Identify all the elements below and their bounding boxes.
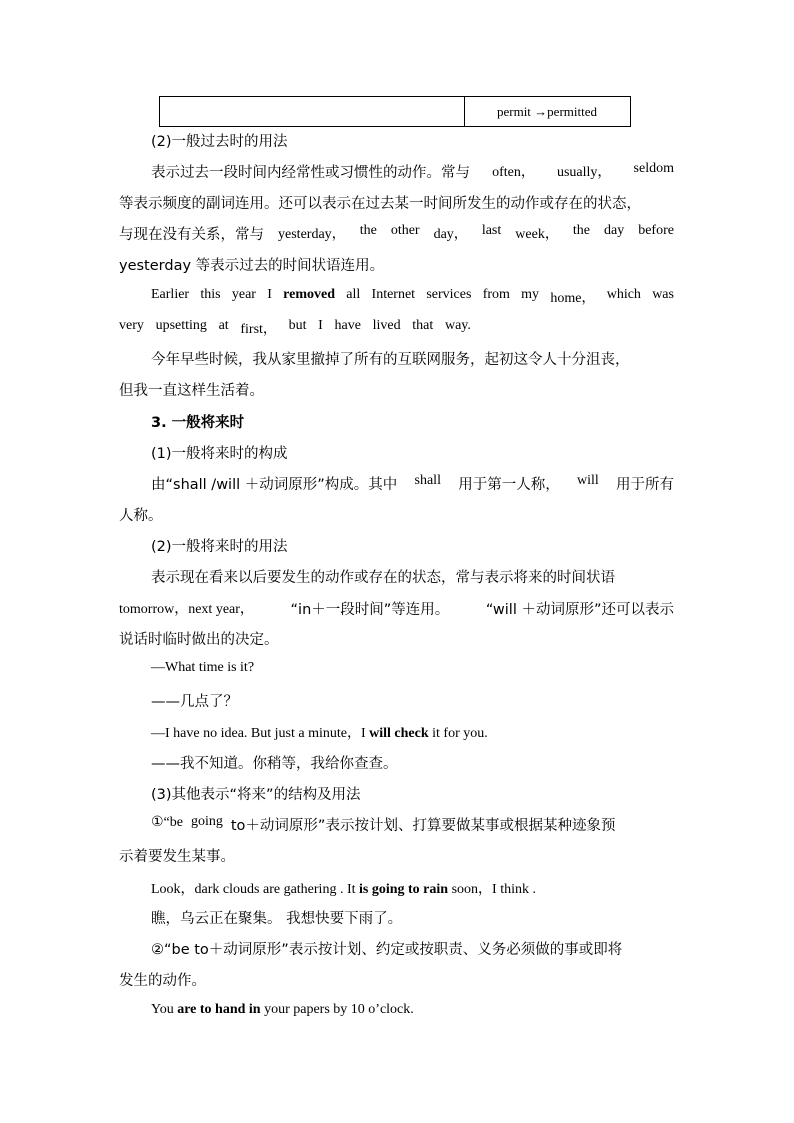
bold-phrase: are to hand in: [177, 1002, 261, 1017]
text-segment: before: [638, 223, 674, 238]
word: from: [482, 287, 510, 302]
future-usage-line-2: [119, 598, 674, 619]
text-segment: 用于所有: [616, 477, 674, 493]
text-segment: will: [576, 473, 599, 488]
dialogue-line-2-en: [151, 722, 488, 742]
text-segment: soon，I think .: [448, 882, 536, 897]
section-heading-future: 3. 一般将来时: [151, 415, 245, 431]
text-segment: the: [359, 223, 377, 238]
bold-phrase: will check: [369, 726, 429, 741]
text-segment: day: [603, 223, 625, 238]
past-example-translation-1: 今年早些时候，我从家里撤掉了所有的互联网服务，起初这令人十分沮丧，: [151, 352, 630, 368]
text-segment: the: [572, 223, 590, 238]
text-segment: often，: [492, 165, 535, 180]
subheading-future-usage: (2)一般将来时的用法: [151, 539, 288, 555]
subheading-future-form: (1)一般将来时的构成: [151, 446, 288, 462]
text-segment: day，: [433, 227, 468, 242]
text-segment: to＋动词原形”表示按计划、打算要做某事或根据某种迹象预: [230, 818, 616, 834]
text-segment: it for you.: [428, 726, 488, 741]
text-segment: ①“be: [151, 815, 183, 830]
word: was: [652, 287, 674, 302]
word: which: [606, 287, 641, 302]
word: year: [231, 287, 256, 302]
example-look-zh: 瞧，乌云正在聚集。 我想快要下雨了。: [151, 911, 403, 927]
word: at: [218, 318, 229, 333]
text-segment: seldom: [633, 161, 674, 176]
table-cell-left: [160, 97, 465, 126]
word: this: [200, 287, 221, 302]
text-segment: You: [151, 1002, 178, 1017]
text-segment: tomorrow，next year，: [119, 602, 254, 617]
word-bold: removed: [283, 287, 335, 302]
word: my: [521, 287, 540, 302]
past-para-line-4: yesterday 等表示过去的时间状语连用。: [119, 258, 385, 274]
text-segment: Look，dark clouds are gathering . It: [151, 882, 359, 897]
other-future-para-1-line-2: 示着要发生某事。: [119, 849, 235, 865]
text-segment: 与现在没有关系，常与: [119, 227, 264, 243]
text-segment: “in＋一段时间”等连用。: [290, 602, 450, 618]
example-look-en: [151, 878, 536, 898]
word: I: [267, 287, 272, 302]
dialogue-line-1-zh: ——几点了？: [151, 694, 238, 710]
subheading-other-future: (3)其他表示“将来”的结构及用法: [151, 787, 361, 803]
future-usage-line-1: 表示现在看来以后要发生的动作或存在的状态，常与表示将来的时间状语: [151, 570, 615, 586]
word: Internet: [371, 287, 416, 302]
text-segment: going: [190, 814, 223, 829]
text-segment: last: [481, 223, 502, 238]
past-example-line-1: [151, 287, 674, 307]
text-segment: 表示过去一段时间内经常性或习惯性的动作。常与: [151, 165, 470, 181]
section-heading-past-usage: (2)一般过去时的用法: [151, 134, 288, 150]
future-form-line-2: 人称。: [119, 508, 163, 524]
word: home，: [550, 291, 596, 306]
word: all: [346, 287, 361, 302]
text-segment: —I have no idea. But just a minute，I: [151, 726, 370, 741]
text-segment: yesterday，: [278, 227, 346, 242]
text-segment: usually，: [556, 165, 612, 180]
text-segment: 用于第一人称，: [458, 477, 560, 493]
past-para-line-2: 等表示频度的副词连用。还可以表示在过去某一时间所发生的动作或存在的状态，: [119, 196, 641, 212]
example-hand-in-en: [151, 1002, 414, 1018]
text-segment: “will ＋动词原形”还可以表示: [485, 602, 674, 618]
other-future-para-1-line-1: [151, 814, 674, 835]
past-example-line-2: [119, 318, 471, 338]
future-usage-line-3: 说话时临时做出的决定。: [119, 632, 279, 648]
text-segment: other: [390, 223, 420, 238]
dialogue-line-1-en: —What time is it?: [151, 660, 255, 675]
future-form-line-1: [151, 473, 674, 494]
word: that: [412, 318, 434, 333]
word: first，: [240, 322, 277, 337]
past-example-translation-2: 但我一直这样生活着。: [119, 383, 264, 399]
word: way.: [444, 318, 471, 333]
other-future-para-2-line-1: ②“be to＋动词原形”表示按计划、约定或按职责、义务必须做的事或即将: [151, 942, 623, 958]
word: Earlier: [151, 287, 190, 302]
bold-phrase: is going to rain: [359, 882, 449, 897]
text-segment: your papers by 10 o’clock.: [260, 1002, 414, 1017]
conversion-table: [159, 96, 631, 127]
word: very: [119, 318, 144, 333]
text-segment: shall: [414, 473, 441, 488]
word: lived: [372, 318, 401, 333]
word: upsetting: [155, 318, 207, 333]
word: I: [318, 318, 323, 333]
past-para-line-1: [151, 161, 674, 182]
table-cell-permit: permit →permitted: [496, 103, 597, 119]
text-segment: week，: [515, 227, 559, 242]
past-para-line-3: [119, 223, 674, 244]
text-segment: 由“shall /will ＋动词原形”构成。其中: [151, 477, 398, 493]
other-future-para-2-line-2: 发生的动作。: [119, 973, 206, 989]
word: services: [426, 287, 472, 302]
word: have: [334, 318, 361, 333]
dialogue-line-2-zh: ——我不知道。你稍等，我给你查查。: [151, 756, 398, 772]
word: but: [288, 318, 307, 333]
